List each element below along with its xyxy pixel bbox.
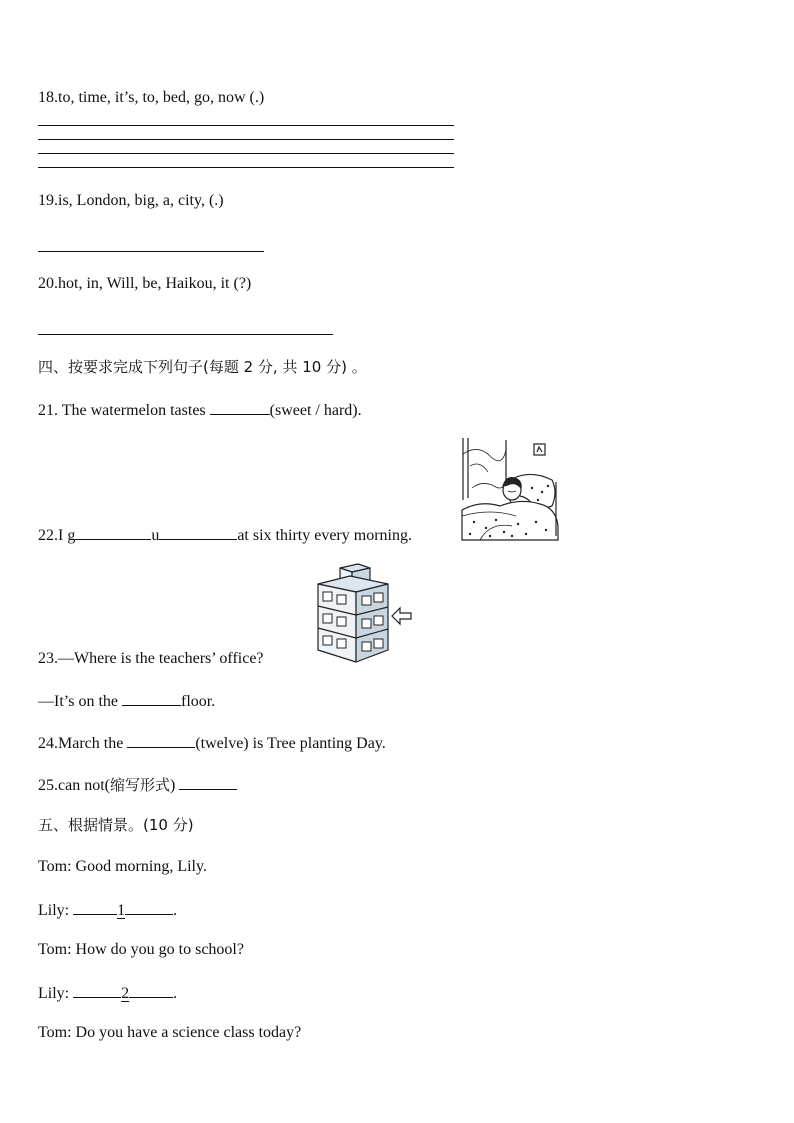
- dialog-blank-1-tail[interactable]: [125, 899, 173, 915]
- q25-after: ): [170, 777, 180, 794]
- q18-answer-line-3[interactable]: [38, 153, 454, 154]
- dialog-speaker: Lily:: [38, 902, 74, 919]
- q21-blank[interactable]: [210, 399, 270, 415]
- q22-blank-1[interactable]: [75, 524, 151, 540]
- q22-line: [38, 524, 412, 546]
- dialog-text: Good morning, Lily.: [75, 858, 207, 875]
- dialog-line-4: [38, 982, 177, 1004]
- dialog-line-5: [38, 1023, 301, 1043]
- q18-answer-line-2[interactable]: [38, 139, 454, 140]
- dialog-speaker: Tom:: [38, 858, 76, 875]
- dialog-blank-1-lead[interactable]: [73, 899, 117, 915]
- q25-blank[interactable]: [179, 774, 237, 790]
- dialog-blank-number-1: 1: [117, 902, 126, 919]
- q18-answer-line-1[interactable]: [38, 125, 454, 126]
- q24-line: [38, 732, 386, 754]
- dialog-blank-number-2: 2: [121, 985, 130, 1002]
- q25-line: [38, 774, 237, 796]
- section4-heading: 四、按要求完成下列句子(每题 2 分, 共 10 分) 。: [38, 358, 367, 376]
- q24-blank[interactable]: [127, 732, 195, 748]
- q24-before: 24.March the: [38, 735, 128, 752]
- q22-blank-2[interactable]: [159, 524, 237, 540]
- q21-before: 21. The watermelon tastes: [38, 402, 210, 419]
- dialog-speaker: Lily:: [38, 985, 74, 1002]
- q23-answer-after: floor.: [181, 693, 216, 710]
- q25-before: 25.can not(: [38, 777, 110, 794]
- boy-in-bed-illustration: [460, 436, 560, 542]
- q20-text: 20.hot, in, Will, be, Haikou, it (?): [38, 275, 252, 292]
- q22-suffix: at six thirty every morning.: [237, 527, 412, 544]
- q21-line: [38, 399, 362, 421]
- dialog-text: Do you have a science class today?: [75, 1024, 302, 1041]
- q19-answer-line[interactable]: [38, 251, 264, 252]
- q18-text: 18.to, time, it’s, to, bed, go, now (.): [38, 89, 265, 106]
- dialog-blank-2-tail[interactable]: [129, 982, 173, 998]
- dialog-line-2: [38, 899, 177, 921]
- q23-question: 23.—Where is the teachers’ office?: [38, 650, 264, 667]
- dialog-line-3: [38, 940, 244, 960]
- dialog-speaker: Tom:: [38, 1024, 76, 1041]
- dialog-end: .: [173, 902, 178, 919]
- q23-answer-before: —It’s on the: [38, 693, 122, 710]
- dialog-blank-2-lead[interactable]: [73, 982, 121, 998]
- q25-cjk: 缩写形式: [109, 776, 170, 794]
- q23-answer-line: [38, 690, 215, 712]
- dialog-end: .: [173, 985, 178, 1002]
- dialog-speaker: Tom:: [38, 941, 76, 958]
- q22-prefix: 22.I g: [38, 527, 76, 544]
- q19-text: 19.is, London, big, a, city, (.): [38, 192, 224, 209]
- q20-answer-line[interactable]: [38, 334, 333, 335]
- q22-mid: u: [151, 527, 160, 544]
- q23-blank[interactable]: [122, 690, 181, 706]
- dialog-line-1: [38, 857, 207, 877]
- school-building-illustration: [310, 562, 414, 664]
- q24-after: (twelve) is Tree planting Day.: [195, 735, 386, 752]
- arrow-left-icon: [392, 608, 411, 624]
- q18-answer-line-4[interactable]: [38, 167, 454, 168]
- dialog-text: How do you go to school?: [75, 941, 244, 958]
- q21-after: (sweet / hard).: [269, 402, 362, 419]
- section5-heading: 五、根据情景。(10 分): [38, 816, 194, 834]
